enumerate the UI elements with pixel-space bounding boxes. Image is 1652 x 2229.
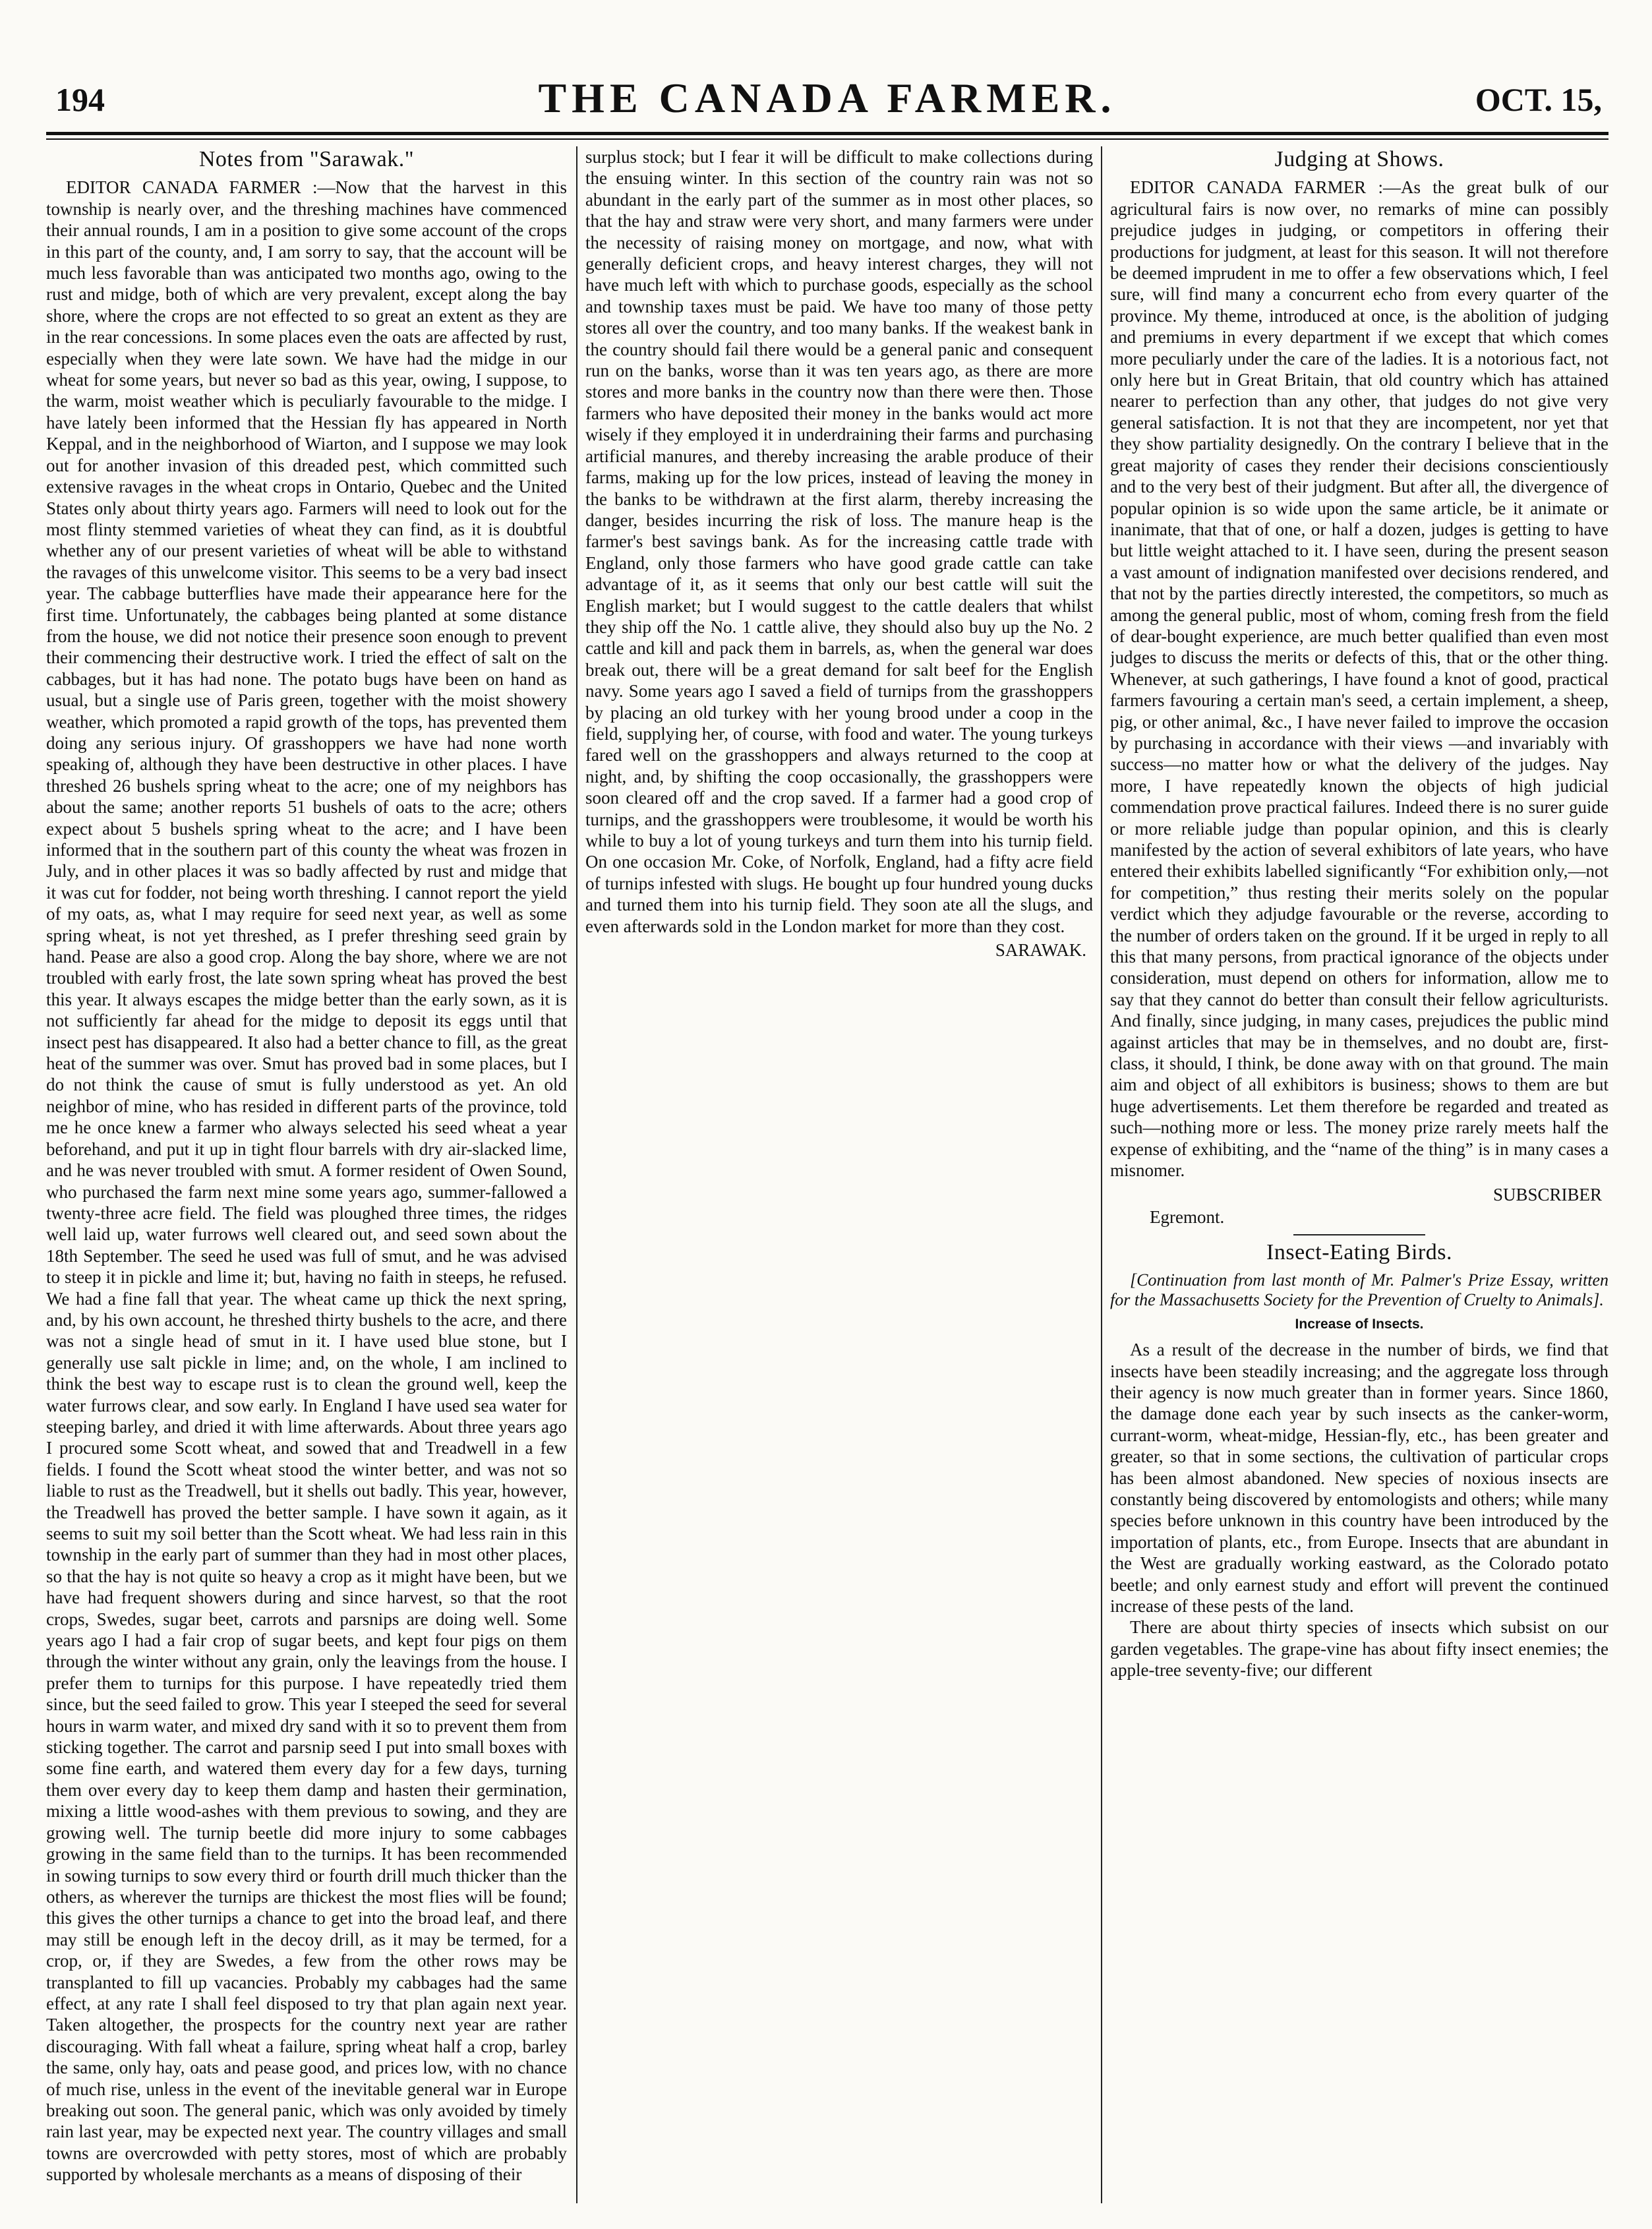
issue-date: OCT. 15, <box>1475 81 1602 118</box>
column-divider <box>1101 146 1102 2203</box>
column-2 <box>585 146 1093 2203</box>
column-divider <box>576 146 577 2203</box>
article-body-sarawak <box>46 177 567 2185</box>
editor-salutation: EDITOR CANADA FARMER : <box>1130 177 1383 198</box>
journal-title: THE CANADA FARMER. <box>538 74 1117 121</box>
masthead-rule-thin <box>46 138 1608 140</box>
article-body-sarawak-continued <box>585 146 1093 937</box>
page-number: 194 <box>55 81 105 118</box>
article-title-insects: Insect-Eating Birds. <box>1266 1240 1452 1265</box>
signature-sarawak: SARAWAK. <box>995 940 1086 961</box>
masthead-rule <box>46 132 1608 135</box>
article-body-judging <box>1110 177 1608 1181</box>
article-paragraph: As a result of the decrease in the number of birds, we find that insects have been steadily increasing; and the aggregate loss through their agency is now much greater than in former years. Since 1860, the damage done each year by such insects as the canker-worm, currant-worm, wheat-midge, Hessian-fly, etc., has been greater and greater, so that in some sections, the cultivation of particular crops has been almost abandoned. New species of noxious insects are constantly being discovered by entomologists and others; while many species before unknown in this country have been introduced by the importation of plants, etc., from Europe. Insects that are abundant in the West are gradually working eastward, as the Colorado potato beetle; and only earnest study and effort will prevent the continued increase of these pests of the land. <box>1110 1340 1608 1616</box>
column-3 <box>1110 146 1608 2203</box>
article-intro: [Continuation from last month of Mr. Palmer's Prize Essay, written for the Massachusetts Society for the Prevention of Cruelty to Animals]. <box>1110 1270 1608 1309</box>
article-text: —As the great bulk of our agricultural fairs is now over, no remarks of mine can possibly prejudice judges in judging, or competitors in offering their productions for judgment, at least for this season. It will not therefore be deemed imprudent in me to offer a few observations which, I feel sure, will find many a concurrent echo from every quarter of the province. My theme, introduced at once, is the abolition of judging and premiums in every department if we except that which comes more peculiarly under the care of the ladies. It is a notorious fact, not only here but in Great Britain, that old country which has attained nearer to perfection than any other, that judges do not give very general satisfaction. It is not that they are incompetent, nor yet that they show partiality designedly. On the contrary I believe that in the great majority of cases they render their decisions conscientiously and to the very best of their judgment. But after all, the divergence of popular opinion is so wide upon the same article, be it animate or inanimate, that that of one, or half a dozen, judges is getting to have but little weight attached to it. I have seen, during the present season a vast amount of indignation manifested over decisions rendered, and that not by the parties directly interested, the competitors, so much as among the general public, most of whom, coming fresh from the field of dear-bought experience, are much better qualified than even most judges to discuss the merits or defects of this, that or the other thing. Whenever, at such gatherings, I have found a knot of good, practical farmers favouring a certain man's seed, a certain implement, a sheep, pig, or other animal, &c., I have never failed to improve the occasion by purchasing in accordance with their views —and invariably with success—no matter how or what the delivery of the judges. Nay more, I have repeatedly known the objects of high judicial commendation prove practical failures. Indeed there is no surer guide or more reliable judge than popular opinion, and this is clearly manifested by the action of several exhibitors of late years, who have entered their exhibits labelled significantly “For exhibition only,—not for competition,” thus resting their merits solely on the popular verdict which they adjudge favourable or the reverse, according to the number of orders taken on the ground. If it be urged in reply to all this that many persons, from practical ignorance of the objects under consideration, must depend on others for information, allow me to say that they cannot do better than consult their fellow agriculturists. And finally, since judging, in many cases, prejudices the public mind against articles that may be in themselves, and no doubt are, first-class, it should, I think, be done away with on that ground. The main aim and object of all exhibitors is business; shows to them are but huge advertisements. Let them therefore be regarded and treated as such—nothing more or less. The money prize rarely meets half the expense of exhibiting, and the “name of the thing” is in many cases a misnomer. <box>1110 177 1608 1181</box>
section-divider <box>1293 1234 1425 1235</box>
article-title-judging: Judging at Shows. <box>1274 147 1444 171</box>
article-text: —Now that the harvest in this township is nearly over, and the threshing machines have commenced their annual rounds, I am in a position to give some account of the crops in this part of the county, and, I am sorry to say, that the account will be much less favorable than was anticipated two months ago, owing to the rust and midge, both of which are very prevalent, except along the bay shore, where the crops are not effected to so great an extent as they are in the rear concessions. In some places even the oats are affected by rust, especially when they were late sown. We have had the midge in our wheat for some years, but never so bad as this year, owing, I suppose, to the warm, moist weather which is peculiarly favourable to the midge. I have lately been informed that the Hessian fly has appeared in North Keppal, and in the neighborhood of Wiarton, and I suppose we may look out for another invasion of this dreaded pest, which committed such extensive ravages in the wheat crops in Ontario, Quebec and the United States only about thirty years ago. Farmers will need to look out for the most flinty stemmed varieties of wheat they can find, as it is doubtful whether any of our present varieties of wheat will be able to withstand the ravages of this unwelcome visitor. This seems to be a very bad insect year. The cabbage butterflies have made their appearance here for the first time. Unfortunately, the cabbages being planted at some distance from the house, we did not notice their presence soon enough to prevent their commencing their destructive work. I tried the effect of salt on the cabbages, but it has had none. The potato bugs have been on hand as usual, but a single use of Paris green, together with the moist showery weather, which promoted a rapid growth of the tops, has prevented them doing any serious injury. Of grasshoppers we have had none worth speaking of, although they have been destructive in other places. I have threshed 26 bushels spring wheat to the acre; one of my neighbors has about the same; another reports 51 bushels of oats to the acre; others expect about 5 bushels spring wheat to the acre; and I have been informed that in the southern part of this county the wheat was frozen in July, and in other places it was so badly affected by rust and midge that it was cut for fodder, not being worth threshing. I cannot report the yield of my oats, as, what I may require for seed next year, as well as some spring wheat, is not yet threshed, as I prefer threshing seed grain by hand. Pease are also a good crop. Along the bay shore, where we are not troubled with early frost, the late sown spring wheat has proved the best this year. It always escapes the midge better than the early sown, as it is not sufficiently far ahead for the midge to deposit its eggs until that insect pest has disappeared. It also had a better chance to fill, as the great heat of the summer was over. Smut has proved bad in some places, but I do not think the cause of smut is fully understood as yet. An old neighbor of mine, who has resided in different parts of the province, told me he once knew a farmer who always selected his seed wheat a year beforehand, and put it up in tight flour barrels with dry air-slacked lime, and he was never troubled with smut. A former resident of Owen Sound, who purchased the farm next mine some years ago, summer-fallowed a twenty-three acre field. The field was ploughed three times, the ridges well laid up, water furrows well cleared out, and seed sown about the 18th September. The seed he used was full of smut, and he was advised to steep it in pickle and lime it; but, having no faith in steeps, he refused. We had a fine fall that year. The wheat came up thick the next spring, and, by his own account, he threshed thirty bushels to the acre, and there was not a single head of smut in it. I have used blue stone, but I generally use salt pickle in lime; and, on the whole, I am inclined to think the best way to escape rust is to clean the ground well, keep the water furrows clear, and sow early. In England I have used sea water for steeping barley, and dried it with lime afterwards. About three years ago I procured some Scott wheat, and sowed that and Treadwell in a few fields. I found the Scott wheat stood the winter better, and was not so liable to rust as the Treadwell, but it shells out badly. This year, however, the Treadwell has proved the better sample. I have sown it again, as it seems to suit my soil better than the Scott wheat. We had less rain in this township in the early part of summer than they had in most other places, so that the hay is not quite so heavy a crop as it might have been, but we have had frequent showers during and since harvest, so that the root crops, Swedes, sugar beet, carrots and parsnips are doing well. Some years ago I had a fair crop of sugar beets, and kept four pigs on them through the winter without any grain, only the leavings from the house. I prefer them to turnips for this purpose. I have repeatedly tried them since, but the seed failed to grow. This year I steeped the seed for several hours in warm water, and mixed dry sand with it so to prevent them from sticking together. The carrot and parsnip seed I put into small boxes with some fine earth, and watered them every day for a few days, turning them over every day to keep them damp and hasten their germination, mixing a little wood-ashes with them previous to sowing, and they are growing well. The turnip beetle did more injury to some cabbages growing in the same field than to the turnips. It has been recommended in sowing turnips to sow every third or fourth drill much thicker than the others, as wherever the turnips are thickest the most flies will be found; this gives the other turnips a chance to get into the broad leaf, and there may still be enough left in the decoy drill, as it may be termed, for a crop, or, if they are Swedes, a few from the other rows may be transplanted to fill up vacancies. Probably my cabbages had the same effect, at any rate I shall feel disposed to try that plan again next year. Taken altogether, the prospects for the country next year are rather discouraging. With fall wheat a failure, spring wheat half a crop, barley the same, only hay, oats and pease good, and prices low, with no chance of much rise, unless in the event of the inevitable general war in Europe breaking out soon. The general panic, which was only avoided by timely rain last year, may be expected next year. The country villages and small towns are overcrowded with petty stores, most of which are probably supported by wholesale merchants as a means of disposing of their <box>46 177 567 2185</box>
article-text-continued: surplus stock; but I fear it will be difficult to make collections during the ensuing winter. In this section of the country rain was not so abundant in the early part of the summer as in most other places, so that the hay and straw were very short, and many farmers were under the necessity of raising money on mortgage, and now, what with generally deficient crops, and heavy interest charges, they will not have much left with which to purchase goods, especially as the school and township taxes must be paid. We have too many of those petty stores all over the country, and too many banks. If the weakest bank in the country should fail there would be a general panic and consequent run on the banks, worse than it was ten years ago, as there are more stores and more banks in the country now than there were then. Those farmers who have deposited their money in the banks would act more wisely if they employed it in underdraining their farms and purchasing artificial manures, and thereby increasing the arable produce of their farms, making up for the low prices, instead of leaving the money in the banks to be withdrawn at the first alarm, thereby increasing the danger, besides incurring the risk of loss. The manure heap is the farmer's best savings bank. As for the increasing cattle trade with England, only those farmers who have good grade cattle can take advantage of it, as it seems that only our best cattle will suit the English market; but I would suggest to the cattle dealers that whilst they ship off the No. 1 cattle alive, they should also buy up the No. 2 cattle and kill and pack them in barrels, as, when the general war does break out, there will be a great demand for salt beef for the English navy. Some years ago I saved a field of turnips from the grasshoppers by placing an old turkey with her young brood under a coop in the field, supplying her, of course, with food and water. The young turkeys fared well on the grasshoppers and always returned to the coop at night, and, by shifting the coop occasionally, the grasshoppers were soon cleared off and the crop saved. If a farmer had a good crop of turnips, and the grasshoppers were troublesome, it would be worth his while to buy a lot of young turkeys and turn them into his turnip field. On one occasion Mr. Coke, of Norfolk, England, had a fifty acre field of turnips infested with slugs. He bought up four hundred young ducks and turned them into his turnip field. They soon ate all the slugs, and even afterwards sold in the London market for more than they cost. <box>585 147 1093 936</box>
signature-place: Egremont. <box>1150 1206 1225 1227</box>
masthead <box>46 74 1608 131</box>
article-title-sarawak: Notes from "Sarawak." <box>198 147 415 171</box>
article-paragraph: There are about thirty species of insects which subsist on our garden vegetables. The grape-vine has about fifty insect enemies; the apple-tree seventy-five; our different <box>1110 1617 1608 1680</box>
editor-salutation: EDITOR CANADA FARMER : <box>66 177 318 198</box>
signature-subscriber: SUBSCRIBER <box>1492 1184 1602 1204</box>
column-1 <box>46 146 567 2203</box>
subheading: Increase of Insects. <box>1295 1316 1424 1332</box>
